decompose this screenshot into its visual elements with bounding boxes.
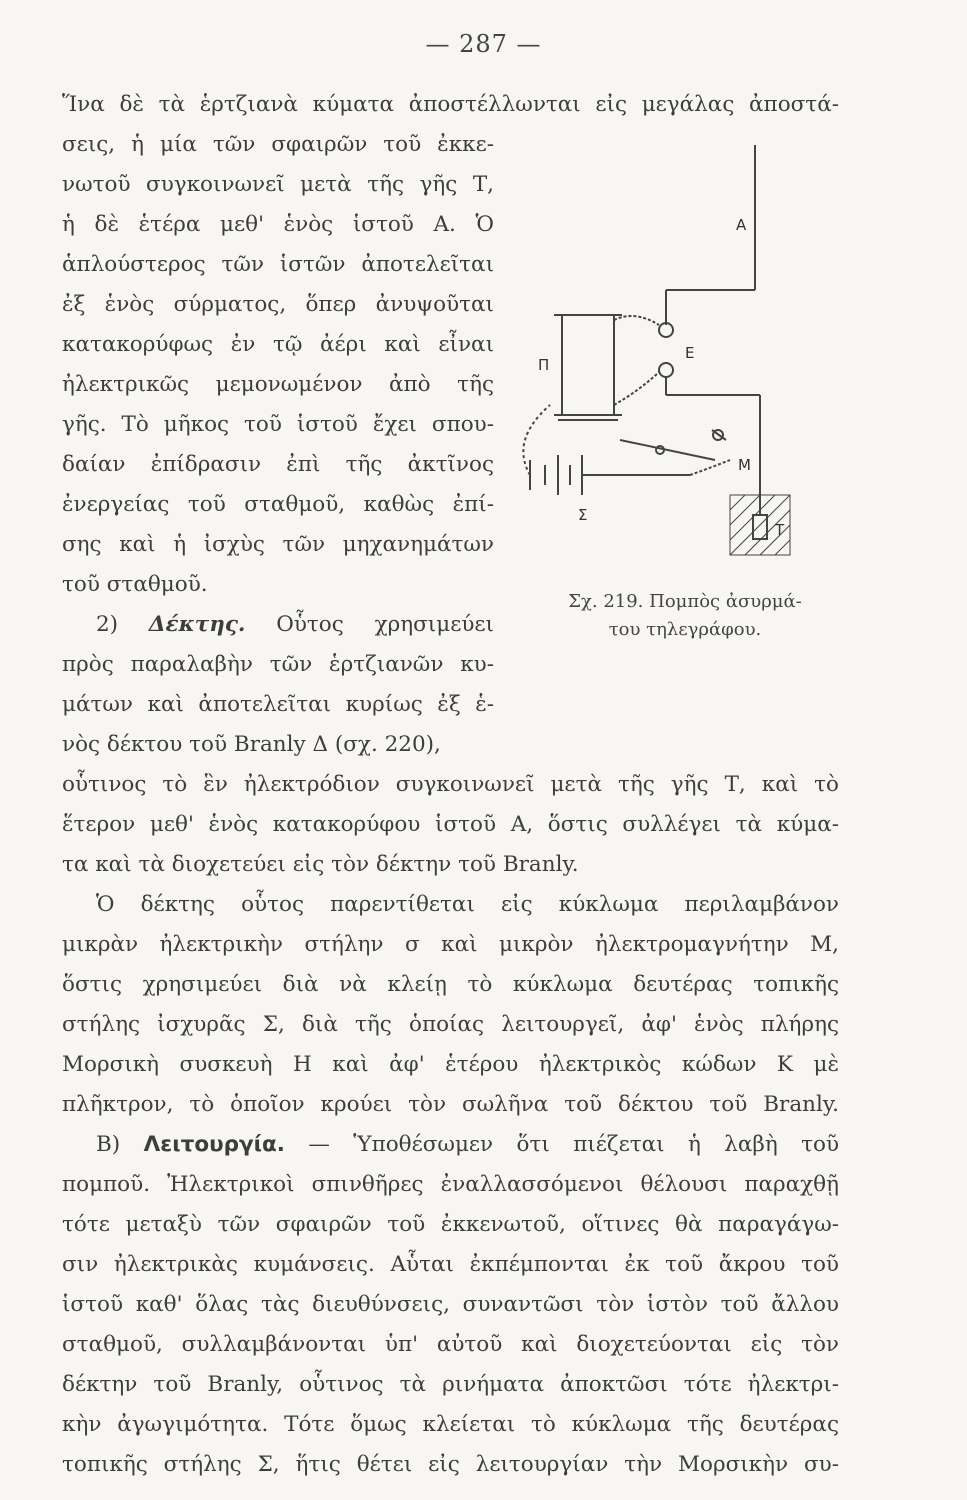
text-line-22: μικρὰν ἠλεκτρικὴν στήλην σ καὶ μικρὸν ἠλεκτρομαγνήτην Μ, [62,932,839,957]
text-line-16: μάτων καὶ ἀποτελεῖται κυρίως ἐξ ἑ- [62,692,494,717]
text-line-12: σης καὶ ἡ ἰσχὺς τῶν μηχανημάτων [62,532,494,557]
text-line-7: κατακορύφως ἐν τῷ ἀέρι καὶ εἶναι [62,332,494,357]
text-line-25: Μορσικὴ συσκευὴ Η καὶ ἀφ' ἑτέρου ἠλεκτρικὸς κώδων Κ μὲ [62,1052,839,1077]
text-line-28: πομποῦ. Ἠλεκτρικοὶ σπινθῆρες ἐναλλασσόμενοι θέλουσι παραχθῇ [62,1172,839,1197]
label-Sigma: Σ [578,506,588,524]
figure-219 [500,140,810,580]
text-line-15: πρὸς παραλαβὴν τῶν ἑρτζιανῶν κυ- [62,652,494,677]
leitourgia-heading: Λειτουργία. [143,1132,285,1157]
induction-coil [562,315,614,415]
text-line-18: οὗτινος τὸ ἓν ἠλεκτρόδιον συγκοινωνεῖ μετὰ τῆς γῆς Τ, καὶ τὸ [62,772,839,797]
dektis-rest: Οὗτος χρησιμεύει [276,612,494,637]
text-line-33: δέκτην τοῦ Branly, οὗτινος τὰ ρινήματα ἀποκτῶσι τότε ἠλεκτρι- [62,1372,839,1397]
text-line-30: σιν ἠλεκτρικὰς κυμάνσεις. Αὗται ἐκπέμπονται ἐκ τοῦ ἄκρου τοῦ [62,1252,839,1277]
spark-sphere-bottom [659,363,673,377]
text-line-17: νὸς δέκτου τοῦ Branly Δ (σχ. 220), [62,732,441,757]
caption-line-2: του τηλεγράφου. [608,619,762,640]
text-line-24: στήλης ἰσχυρᾶς Σ, διὰ τῆς ὁποίας λειτουργεῖ, ἀφ' ἑνὸς πλήρης [62,1012,839,1037]
leitourgia-letter: Β) [96,1132,121,1157]
leitourgia-heading-line [62,1128,839,1162]
dektis-number: 2) [96,612,119,637]
dektis-heading: Δέκτης. [148,612,246,637]
spark-sphere-top [659,323,673,337]
morse-key-lever [620,440,715,460]
transmitter-diagram [500,140,810,580]
text-line-32: σταθμοῦ, συλλαμβάνονται ὑπ' αὐτοῦ καὶ διοχετεύονται εἰς τὸν [62,1332,839,1357]
text-line-21: Ὁ δέκτης οὗτος παρεντίθεται εἰς κύκλωμα περιλαμβάνον [96,892,839,917]
label-E: E [685,344,695,362]
label-Pi: Π [538,356,550,374]
text-line-31: ἱστοῦ καθ' ὅλας τὰς διευθύνσεις, συναντῶσι τὸν ἱστὸν τοῦ ἄλλου [62,1292,839,1317]
text-line-29: τότε μεταξὺ τῶν σφαιρῶν τοῦ ἐκκενωτοῦ, οἵτινες θὰ παραγάγω- [62,1212,839,1237]
text-line-9: γῆς. Τὸ μῆκος τοῦ ἱστοῦ ἔχει σπου- [62,412,494,437]
text-line-2: σεις, ἡ μία τῶν σφαιρῶν τοῦ ἐκκε- [62,132,494,157]
text-line-5: ἁπλούστερος τῶν ἱστῶν ἀποτελεῖται [62,252,494,277]
text-line-20: τα καὶ τὰ διοχετεύει εἰς τὸν δέκτην τοῦ Branly. [62,852,579,877]
text-line-8: ἠλεκτρικῶς μεμονωμένον ἀπὸ τῆς [62,372,494,397]
text-line-23: ὅστις χρησιμεύει διὰ νὰ κλείῃ τὸ κύκλωμα δευτέρας τοπικῆς [62,972,839,997]
text-line-3: νωτοῦ συγκοινωνεῖ μετὰ τῆς γῆς Τ, [62,172,494,197]
text-line-13: τοῦ σταθμοῦ. [62,572,208,597]
text-line-6: ἐξ ἑνὸς σύρματος, ὅπερ ἀνυψοῦται [62,292,494,317]
text-line-1: Ἵνα δὲ τὰ ἑρτζιανὰ κύματα ἀποστέλλωνται εἰς μεγάλας ἀποστά- [62,92,839,117]
leitourgia-rest: — Ὑποθέσωμεν ὅτι πιέζεται ἡ λαβὴ τοῦ [308,1132,840,1157]
text-line-4: ἡ δὲ ἑτέρα μεθ' ἑνὸς ἱστοῦ Α. Ὁ [62,212,494,237]
label-A: A [736,216,747,234]
page-number: — 287 — [425,30,542,58]
caption-line-1: Σχ. 219. Πομπὸς ἀσυρμά- [568,591,802,612]
text-line-11: ἐνεργείας τοῦ σταθμοῦ, καθὼς ἐπί- [62,492,494,517]
label-M: M [738,456,751,474]
text-line-26: πλῆκτρον, τὸ ὁποῖον κρούει τὸν σωλῆνα τοῦ δέκτου τοῦ Branly. [62,1092,839,1117]
label-T: T [775,521,785,539]
text-line-34: κὴν ἀγωγιμότητα. Τότε ὅμως κλείεται τὸ κύκλωμα τῆς δευτέρας [62,1412,839,1437]
text-line-10: δαίαν ἐπίδρασιν ἐπὶ τῆς ἀκτῖνος [62,452,494,477]
figure-caption [555,588,815,644]
dektis-heading-line [62,608,494,642]
text-line-19: ἕτερον μεθ' ἑνὸς κατακορύφου ἱστοῦ Α, ὅστις συλλέγει τὰ κύμα- [62,812,839,837]
text-line-35: τοπικῆς στήλης Σ, ἥτις θέτει εἰς λειτουργίαν τὴν Μορσικὴν συ- [62,1452,839,1477]
